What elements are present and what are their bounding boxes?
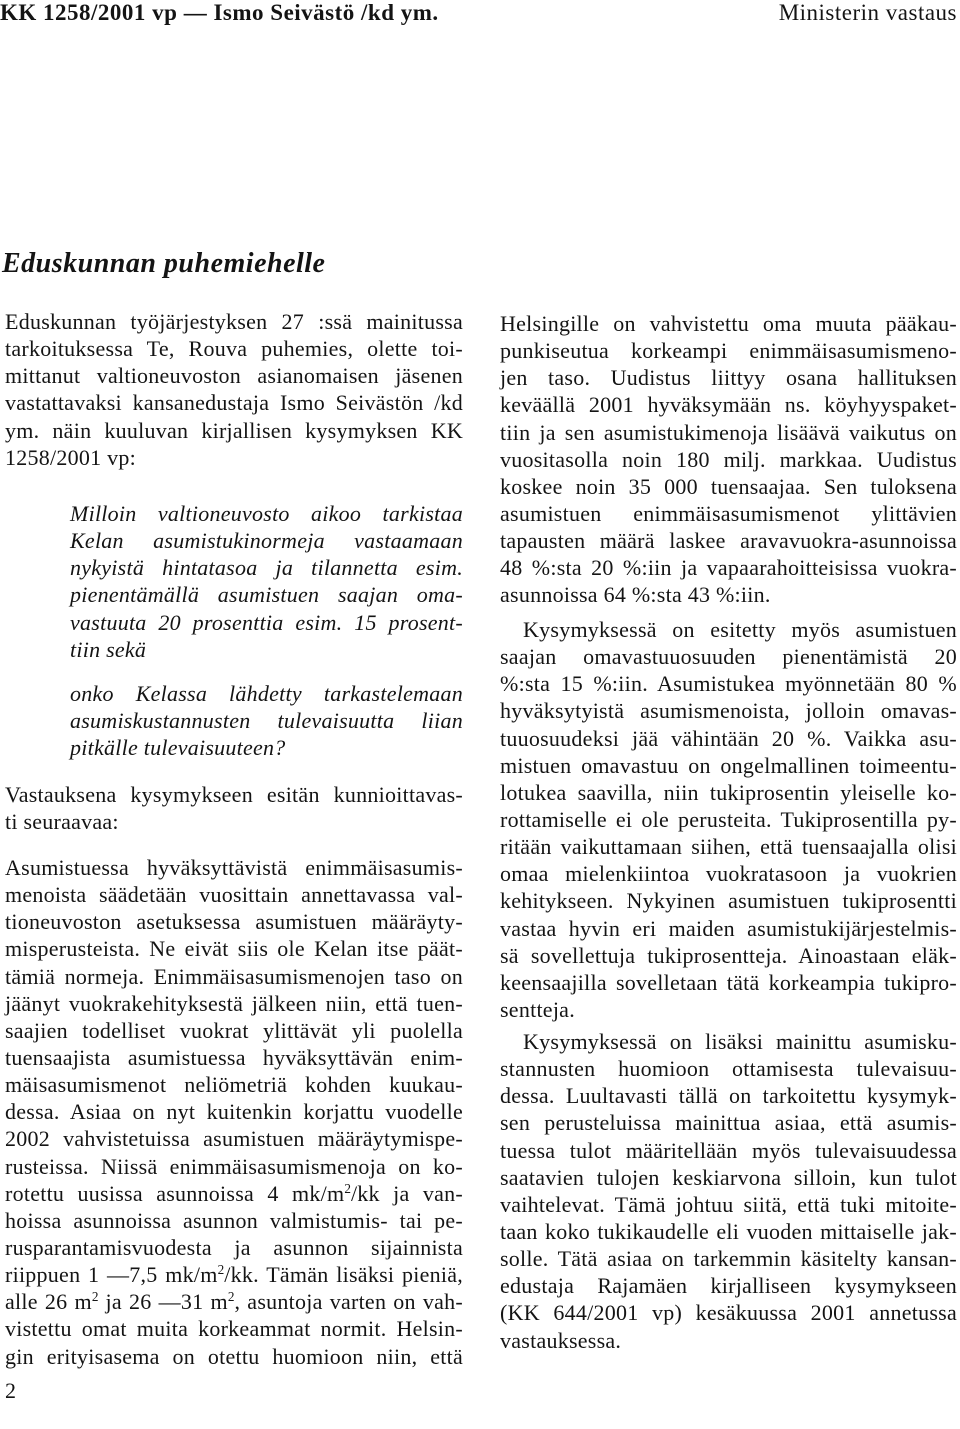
text-line: 1258/2001 vp:	[5, 444, 136, 470]
header-document-reference: KK 1258/2001 vp — Ismo Seivästö /kd ym.	[0, 0, 439, 25]
answer-paragraph-1-continued	[500, 310, 957, 609]
text-line: nykyistä hintatasoa ja tilannetta esim.	[70, 555, 463, 581]
answer-intro-paragraph	[5, 781, 463, 835]
text-line: sen perusteluissa mainittua asiaa, että asumis-	[500, 1110, 957, 1136]
text-line: lotukea saavilla, niin tukiprosentin yleiselle ko-	[500, 779, 957, 805]
text-line: vistettu omat muita korkeammat normit. Helsin-	[5, 1316, 463, 1342]
text-line: 2002 vahvistetuissa asumistuen määräytymispe-	[5, 1126, 463, 1152]
text-segment: /kk. Tämän lisäksi pieniä,	[224, 1262, 463, 1288]
text-segment: ja 26 —31 m	[98, 1289, 228, 1315]
text-line: mittanut valtioneuvoston asianomaisen jäsenen	[5, 363, 463, 389]
text-line: vuositasolla noin 180 milj. markkaa. Uudistus	[500, 446, 957, 472]
text-line: Vastauksena kysymykseen esitän kunnioittavas-	[5, 782, 463, 807]
header-section-label: Ministerin vastaus	[778, 0, 957, 25]
text-line	[5, 1180, 463, 1207]
text-line: Kysymyksessä on lisäksi mainittu asumisku-	[523, 1029, 957, 1054]
text-line: Helsingille on vahvistettu oma muuta pääkau-	[500, 311, 957, 336]
text-line: hoissa asunnoissa asunnon valmistumis- tai pe-	[5, 1207, 463, 1233]
text-line: tuensaajista asumistuessa hyväksyttävän enim-	[5, 1044, 463, 1070]
text-line: edustaja Rajamäen kirjalliseen kysymykseen	[500, 1273, 957, 1299]
text-line: Kysymyksessä on esitetty myös asumistuen	[523, 617, 957, 642]
text-line: jen taso. Uudistus liittyy osana hallituksen	[500, 365, 957, 391]
text-line: tämiä normeja. Enimmäisasumismenojen taso on	[5, 963, 463, 989]
text-line: tiin sekä	[70, 636, 147, 662]
superscript: 2	[344, 1180, 351, 1196]
text-line: ym. näin kuuluvan kirjallisen kysymyksen KK	[5, 417, 463, 443]
text-line: mistuen omavastuu on ongelmallinen toimeentu-	[500, 752, 957, 778]
answer-paragraph-2	[500, 616, 957, 1023]
text-line: omaa mielenkiintoa vuokratasoon ja vuokrien	[500, 861, 957, 887]
text-segment: riippuen 1 —7,5 mk/m	[5, 1262, 218, 1288]
text-line: saajien todelliset vuokrat ylittävät yli puolella	[5, 1017, 463, 1043]
intro-paragraph	[5, 308, 463, 471]
text-line: tapausten määrä laskee aravavuokra-asunnoissa	[500, 528, 957, 554]
text-line: Kelan asumistukinormeja vastaamaan	[70, 528, 463, 554]
answer-paragraph-3	[500, 1028, 957, 1354]
superscript: 2	[227, 1289, 235, 1305]
text-line: sä sovellettuja tukiprosentteja. Ainoastaan eläk-	[500, 942, 957, 968]
text-line: solle. Tätä asiaa on tarkemmin käsitelty kansan-	[500, 1246, 957, 1272]
text-line: ti seuraavaa:	[5, 809, 119, 835]
text-line: Milloin valtioneuvosto aikoo tarkistaa	[70, 501, 463, 526]
text-segment: alle 26 m	[5, 1289, 92, 1315]
text-line: rusteissa. Niissä enimmäisasumismenoja on ko-	[5, 1153, 463, 1179]
text-line: asunnoissa 64 %:sta 43 %:iin.	[500, 582, 771, 608]
text-line: 48 %:sta 20 %:iin ja vapaarahoitteisissa vuokra-	[500, 555, 957, 581]
text-line: tiin ja sen asumistukimenoja lisäävä vaikutus on	[500, 419, 957, 445]
text-segment: , asuntoja varten on vah-	[234, 1289, 464, 1315]
text-line: dessa. Luultavasti tällä on tarkoitettu kysymyk-	[500, 1083, 957, 1109]
text-line: sentteja.	[500, 996, 575, 1022]
text-line: misperusteista. Ne eivät siis ole Kelan itse päät-	[5, 936, 463, 962]
superscript: 2	[91, 1289, 99, 1305]
text-line: (KK 644/2001 vp) kesäkuussa 2001 annetussa	[500, 1300, 957, 1326]
text-line	[5, 1288, 463, 1315]
text-line: keensaajilla sovelletaan tätä korkeampia tukipro-	[500, 969, 957, 995]
text-line: mäisasumismenot neliömetriä kohden kuukau-	[5, 1072, 463, 1098]
text-line: tioneuvoston asetuksessa asumistuen määräyty-	[5, 909, 463, 935]
text-line: asumiskustannusten tulevaisuutta liian	[70, 708, 463, 734]
text-segment: /kk ja van-	[350, 1180, 463, 1206]
text-line: saajan omavastuuosuuden pienentämistä 20	[500, 644, 957, 670]
text-line: Eduskunnan työjärjestyksen 27 :ssä mainitussa	[5, 309, 463, 334]
text-line: menoista säädetään vuosittain annettavassa val-	[5, 882, 463, 908]
answer-paragraph-1	[5, 854, 463, 1370]
text-line: vastauksessa.	[500, 1327, 622, 1353]
text-line: %:sta 15 %:iin. Asumistukea myönnetään 80 %	[500, 671, 957, 697]
text-line: onko Kelassa lähdetty tarkastelemaan	[70, 681, 463, 706]
text-line: tuessa tulot määritellään myös tulevaisuudessa	[500, 1137, 957, 1163]
text-line: ritään vaikuttamaan siihen, että tuensaajalla olisi	[500, 834, 957, 860]
text-line: vaihtelevat. Tämä johtuu siitä, että tuki mitoite-	[500, 1191, 957, 1217]
question-quote-part-1	[70, 500, 463, 663]
text-line: rusparantamisvuodesta ja asunnon sijainnista	[5, 1234, 463, 1260]
text-line: stannusten huomioon ottamisesta tulevaisuu-	[500, 1056, 957, 1082]
text-line	[5, 1261, 463, 1288]
question-quote-part-2	[70, 680, 463, 761]
text-line: punkiseutua korkeampi enimmäisasumismeno-	[500, 338, 957, 364]
text-line: vastattavaksi kansanedustaja Ismo Seivästön /kd	[5, 390, 463, 416]
text-line: vastaa hyvin eri maiden asumistukijärjestelmis-	[500, 915, 957, 941]
text-line: dessa. Asiaa on nyt kuitenkin korjattu vuodelle	[5, 1099, 463, 1125]
text-line: jäänyt vuokrakehityksestä jälkeen niin, että tuen-	[5, 990, 463, 1016]
text-line: saatavien tulojen keskiarvona silloin, kun tulot	[500, 1164, 957, 1190]
text-line: vastuuta 20 prosenttia esim. 15 prosent-	[70, 609, 463, 635]
text-line: gin erityisasema on otettu huomioon niin, että	[5, 1343, 463, 1369]
text-line: tuuosuudeksi jää vähintään 20 %. Vaikka asu-	[500, 725, 957, 751]
text-line: koskee noin 35 000 tuensaajaa. Sen tuloksena	[500, 473, 957, 499]
text-line: kehitykseen. Nykyinen asumistuen tukiprosentti	[500, 888, 957, 914]
text-line: asumistuen enimmäisasumismenot ylittävien	[500, 500, 957, 526]
text-segment: rotettu uusissa asunnoissa 4 mk/m	[5, 1180, 345, 1206]
text-line: keväällä 2001 hyväksymään ns. köyhyyspaket-	[500, 392, 957, 418]
superscript: 2	[217, 1261, 225, 1277]
page-title: Eduskunnan puhemiehelle	[2, 248, 326, 279]
text-line: tarkoituksessa Te, Rouva puhemies, olette toi-	[5, 336, 463, 362]
page-number: 2	[5, 1378, 16, 1403]
text-line: taan koko tukikaudelle eli vuoden mittaiselle jak-	[500, 1218, 957, 1244]
text-line: Asumistuessa hyväksyttävistä enimmäisasumis-	[5, 855, 463, 880]
text-line: rottamiselle ei ole perusteita. Tukiprosentilla py-	[500, 806, 957, 832]
text-line: pitkälle tulevaisuuteen?	[70, 735, 286, 761]
text-line: pienentämällä asumistuen saajan oma-	[70, 582, 463, 608]
text-line: hyväksytyistä asumismenoista, jolloin omavas-	[500, 698, 957, 724]
